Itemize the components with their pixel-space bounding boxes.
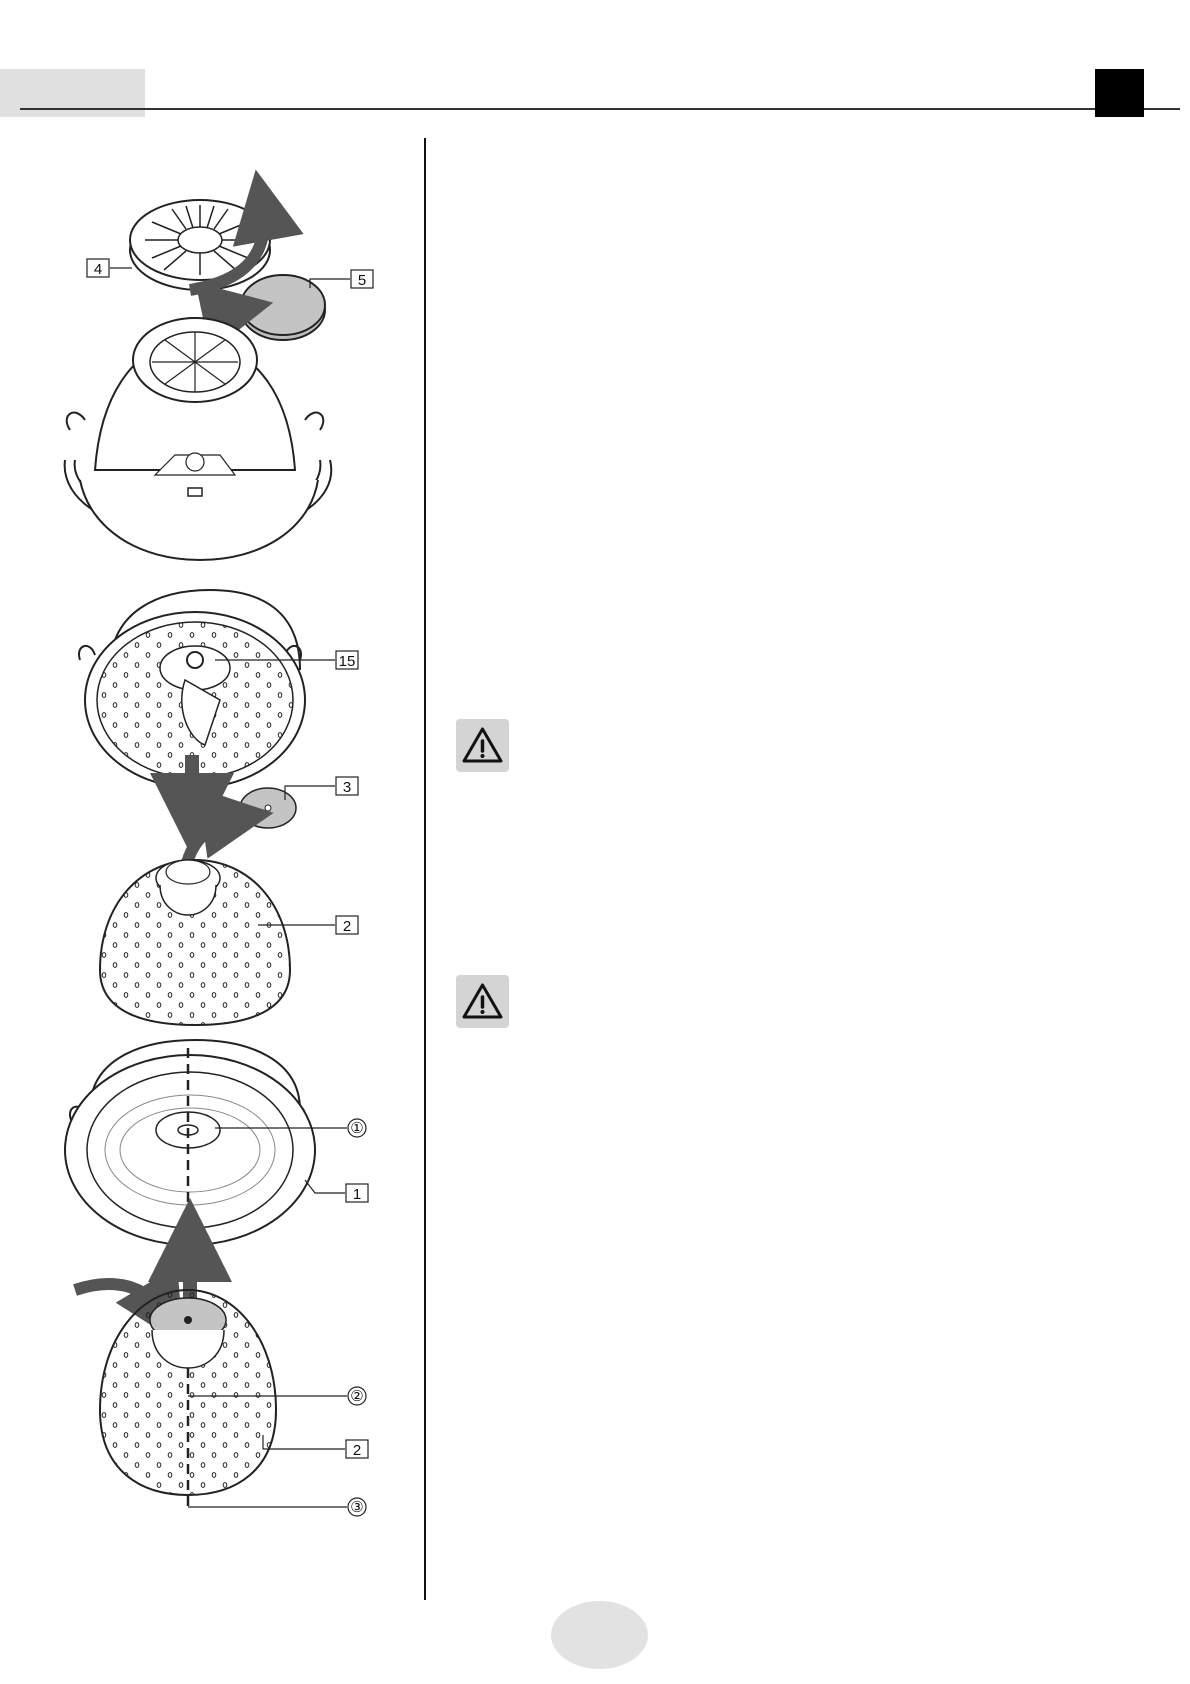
figure-lid-removal	[65, 200, 373, 560]
header-rule	[20, 108, 1180, 110]
callout-15: 15	[338, 653, 356, 670]
figure-insert-removal	[79, 590, 358, 1025]
header-block	[1095, 69, 1144, 117]
callout-circled-1: ①	[350, 1120, 364, 1137]
callout-circled-2: ②	[350, 1388, 364, 1405]
callout-2b: 2	[352, 1442, 362, 1459]
filter-disc	[241, 275, 325, 340]
page-number-badge	[551, 1601, 648, 1669]
callout-1: 1	[352, 1186, 362, 1203]
callout-3: 3	[342, 779, 352, 796]
warning-icon	[456, 975, 509, 1028]
callout-5: 5	[357, 272, 367, 289]
vent-cover	[130, 200, 270, 290]
warning-icon	[456, 719, 509, 772]
callout-4: 4	[93, 261, 103, 278]
column-divider	[424, 138, 426, 1600]
callout-circled-3: ③	[350, 1499, 364, 1516]
callout-2a: 2	[342, 918, 352, 935]
assembly-illustration	[0, 130, 424, 1530]
figure-reassembly	[65, 1040, 368, 1516]
appliance-body	[65, 318, 332, 560]
